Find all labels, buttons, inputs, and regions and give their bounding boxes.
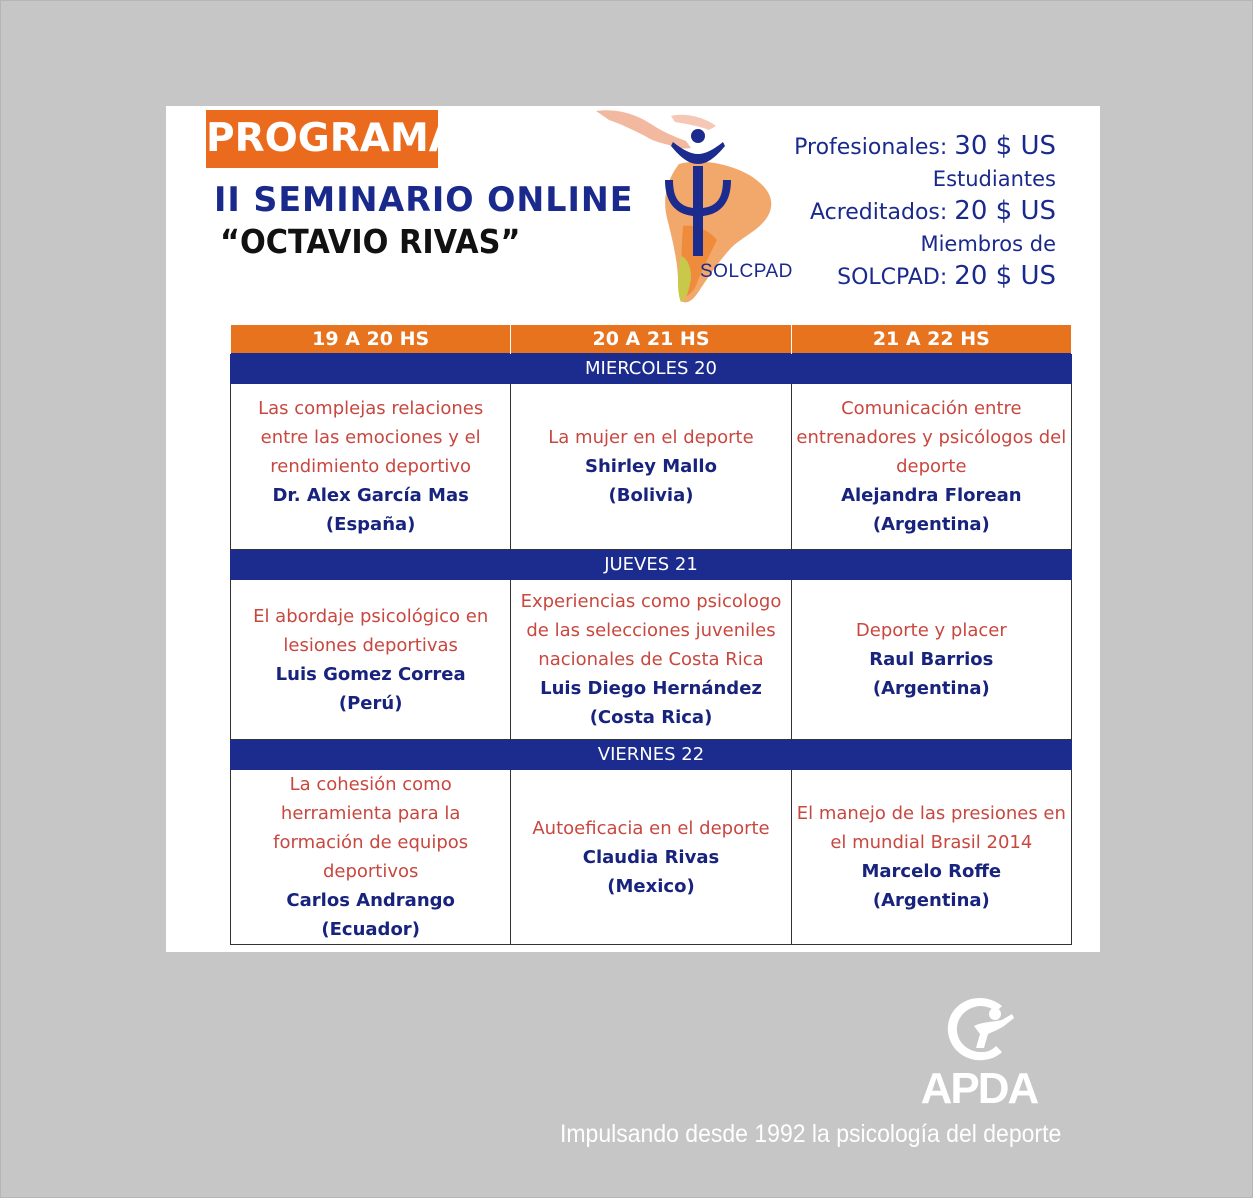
price-profesionales-amount: 30 $ US — [954, 131, 1056, 161]
session-topic: Experiencias como psicologo de las selecciones juveniles nacionales de Costa Rica — [520, 591, 782, 670]
session-country: (Perú) — [338, 692, 403, 714]
price-miembros-label: Miembros de — [920, 232, 1056, 256]
column-header: 21 A 22 HS — [791, 325, 1071, 354]
session-topic: El manejo de las presiones en el mundial Brasil 2014 — [796, 803, 1066, 853]
apda-name: APDA — [920, 1064, 1038, 1113]
session-topic: Comunicación entre entrenadores y psicólogos del deporte — [796, 398, 1067, 477]
session-country: (Argentina) — [872, 514, 990, 535]
apda-slogan: Impulsando desde 1992 la psicología del deporte — [560, 1120, 1062, 1148]
session-speaker: Claudia Rivas — [582, 846, 720, 868]
session-topic: Autoeficacia en el deporte — [532, 817, 770, 839]
session-cell — [511, 580, 791, 740]
session-cell — [791, 770, 1071, 945]
price-solcpad — [794, 260, 1056, 294]
schedule-header-row — [231, 325, 1072, 354]
column-header: 20 A 21 HS — [511, 325, 791, 354]
session-cell — [791, 580, 1071, 740]
figure-head — [691, 129, 705, 143]
program-flyer — [166, 106, 1100, 952]
session-topic: La cohesión como herramienta para la formación de equipos deportivos — [273, 774, 469, 882]
session-speaker: Shirley Mallo — [585, 456, 717, 477]
session-speaker: Luis Gomez Correa — [275, 663, 466, 685]
session-speaker: Alejandra Florean — [841, 485, 1022, 506]
session-speaker: Dr. Alex García Mas — [272, 485, 469, 506]
session-country: (Mexico) — [607, 875, 695, 897]
session-speaker: Marcelo Roffe — [861, 861, 1002, 882]
session-cell — [231, 384, 511, 550]
session-country: (España) — [325, 514, 416, 535]
price-list — [794, 130, 1056, 294]
seminar-title: II SEMINARIO ONLINE — [214, 180, 634, 220]
day-label: VIERNES 22 — [231, 740, 1072, 770]
session-row — [231, 580, 1072, 740]
day-label: JUEVES 21 — [231, 550, 1072, 580]
day-row — [231, 740, 1072, 770]
day-label: MIERCOLES 20 — [231, 354, 1072, 384]
session-speaker: Raul Barrios — [869, 649, 994, 670]
session-topic: El abordaje psicológico en lesiones deportivas — [253, 605, 489, 656]
apda-logo-icon — [940, 992, 1020, 1066]
session-country: (Argentina) — [872, 678, 990, 699]
session-topic: La mujer en el deporte — [548, 427, 754, 448]
price-acreditados-label: Acreditados: — [809, 200, 948, 225]
session-country: (Ecuador) — [321, 919, 420, 940]
price-profesionales — [794, 130, 1056, 164]
session-cell — [231, 580, 511, 740]
day-row — [231, 354, 1072, 384]
programa-badge: PROGRAMA — [206, 110, 438, 168]
session-cell — [231, 770, 511, 945]
session-row — [231, 384, 1072, 550]
session-speaker: Luis Diego Hernández — [540, 678, 762, 699]
session-speaker: Carlos Andrango — [286, 890, 455, 911]
schedule-table — [230, 324, 1072, 945]
price-estudiantes-label: Estudiantes — [932, 167, 1056, 191]
logo-head — [989, 1008, 1001, 1020]
session-row — [231, 770, 1072, 945]
price-acreditados-amount: 20 $ US — [954, 196, 1056, 226]
price-acreditados — [794, 195, 1056, 229]
session-cell — [511, 384, 791, 550]
session-cell — [511, 770, 791, 945]
seminar-name: “OCTAVIO RIVAS” — [220, 222, 521, 261]
price-solcpad-amount: 20 $ US — [954, 261, 1056, 291]
price-solcpad-label: SOLCPAD: — [837, 265, 948, 290]
session-country: (Bolivia) — [608, 485, 694, 506]
price-profesionales-label: Profesionales: — [794, 135, 948, 160]
session-cell — [791, 384, 1071, 550]
session-topic: Deporte y placer — [855, 620, 1007, 641]
session-country: (Costa Rica) — [589, 707, 713, 728]
session-topic: Las complejas relaciones entre las emociones y el rendimiento deportivo — [258, 398, 484, 477]
session-country: (Argentina) — [872, 890, 990, 911]
day-row — [231, 550, 1072, 580]
solcpad-label: SOLCPAD — [700, 261, 793, 282]
column-header: 19 A 20 HS — [231, 325, 511, 354]
map-caribbean-shape — [671, 115, 716, 130]
